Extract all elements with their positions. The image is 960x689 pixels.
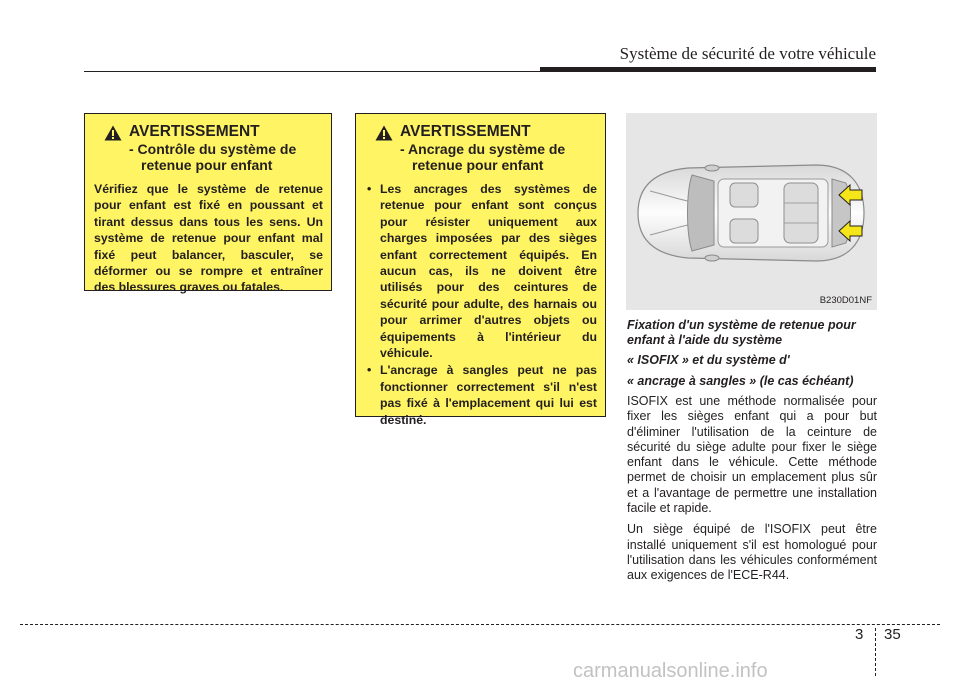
chapter-number: 3 bbox=[855, 626, 864, 643]
section-heading-line: « ancrage à sangles » (le cas échéant) bbox=[627, 373, 854, 388]
chapter-title: Système de sécurité de votre véhicule bbox=[619, 44, 876, 63]
warning-triangle-icon bbox=[375, 125, 393, 141]
warning-list bbox=[365, 181, 597, 428]
isofix-section bbox=[627, 318, 877, 584]
warning-title: AVERTISSEMENT bbox=[400, 123, 531, 140]
warning-body: Vérifiez que le système de retenue pour enfant est fixé en poussant et tirant dessus dans tous les sens. Un système de retenue pour enfant mal fixé peut balancer, basculer, se déformer ou se rompre et entraîner des blessures graves ou fatales. bbox=[94, 182, 323, 295]
warning-header bbox=[365, 123, 597, 173]
warning-title: AVERTISSEMENT bbox=[129, 123, 260, 140]
section-heading: Fixation d'un système de retenue pour enfant à l'aide du système bbox=[627, 318, 856, 347]
warning-header bbox=[94, 123, 323, 173]
body-paragraph: Un siège équipé de l'ISOFIX peut être installé uniquement s'il est homologué pour l'utilisation dans les véhicules conformément aux exigences de l'ECE-R44. bbox=[627, 522, 877, 583]
warning-list-item: • L'ancrage à sangles peut ne pas fonctionner correctement s'il n'est pas fixé à l'emplacement qui lui est destiné. bbox=[365, 362, 597, 428]
warning-box-child-restraint-anchorage bbox=[355, 113, 606, 427]
body-paragraph: ISOFIX est une méthode normalisée pour fixer les sièges enfant qui a pour but d'éliminer l'utilisation de la ceinture de sécurité du siège adulte pour fixer le siège enfant dans le véhicule. Cette méthode permet de choisir un emplacement plus sûr et a l'avantage de permettre une installation facile et rapide. bbox=[627, 394, 877, 516]
warning-list-item: • Les ancrages des systèmes de retenue pour enfant sont conçus pour résister uniquement aux charges imposées par des sièges enfant correctement équipés. En aucun cas, ils ne doivent être utilisés pour des ceintures de sécurité pour adulte, des harnais ou pour arrimer d'autres objets ou équipements à l'intérieur du véhicule. bbox=[365, 181, 597, 361]
page-number-divider bbox=[875, 628, 876, 676]
figure-caption: B230D01NF bbox=[819, 295, 872, 306]
car-diagram bbox=[626, 113, 877, 310]
car-top-view-illustration bbox=[626, 113, 877, 310]
watermark: carmanualsonline.info bbox=[573, 660, 768, 682]
warning-subtitle: - Ancrage du système de retenue pour enfant bbox=[400, 141, 566, 173]
footer-rule bbox=[20, 624, 940, 625]
header-rule-bold bbox=[540, 67, 876, 72]
warning-box-child-restraint-check bbox=[84, 113, 332, 295]
section-heading-line: « ISOFIX » et du système d' bbox=[627, 353, 790, 367]
page-number: 35 bbox=[884, 626, 901, 643]
warning-subtitle: - Contrôle du système de retenue pour enfant bbox=[129, 141, 297, 173]
warning-triangle-icon bbox=[104, 125, 122, 141]
